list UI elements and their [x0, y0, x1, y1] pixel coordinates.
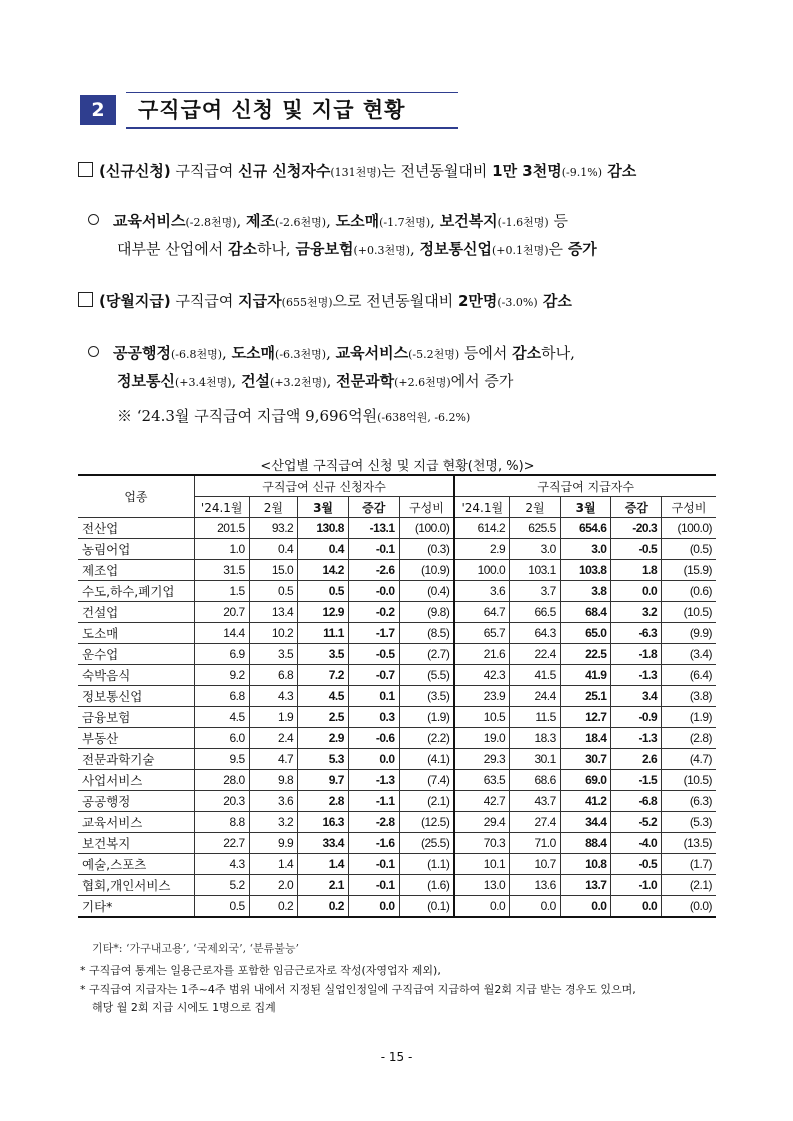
industry-cell: 건설업	[78, 602, 194, 623]
value-cell: 68.6	[510, 770, 561, 791]
value-cell: -6.3	[611, 623, 662, 644]
page-number: - 15 -	[380, 1050, 413, 1064]
square-bullet-icon	[78, 162, 93, 177]
table-row	[78, 665, 716, 686]
value-cell: -0.5	[348, 644, 399, 665]
value-cell: 5.3	[298, 749, 349, 770]
value-cell: -1.3	[348, 770, 399, 791]
value-cell: 0.0	[560, 896, 611, 918]
value-cell: (10.5)	[662, 770, 716, 791]
value-cell: -0.5	[611, 854, 662, 875]
value-cell: 0.0	[611, 581, 662, 602]
value-cell: 103.8	[560, 560, 611, 581]
value-cell: 25.1	[560, 686, 611, 707]
value-cell: 23.9	[454, 686, 509, 707]
table-row	[78, 749, 716, 770]
footnote-1: * 구직급여 통계는 일용근로자를 포함한 임금근로자로 작성(자영업자 제외),	[80, 964, 441, 977]
value-cell: 42.3	[454, 665, 509, 686]
value-cell: (1.1)	[399, 854, 454, 875]
value-cell: 1.4	[249, 854, 298, 875]
table-row	[78, 707, 716, 728]
table-row	[78, 896, 716, 918]
value-cell: 9.8	[249, 770, 298, 791]
value-cell: 654.6	[560, 518, 611, 539]
value-cell: (0.3)	[399, 539, 454, 560]
value-cell: 4.5	[298, 686, 349, 707]
value-cell: 0.0	[454, 896, 509, 918]
value-cell: 6.8	[249, 665, 298, 686]
value-cell: 0.0	[348, 749, 399, 770]
value-cell: 13.6	[510, 875, 561, 896]
table-row	[78, 728, 716, 749]
value-cell: (13.5)	[662, 833, 716, 854]
value-cell: (2.2)	[399, 728, 454, 749]
value-cell: 31.5	[194, 560, 249, 581]
value-cell: 93.2	[249, 518, 298, 539]
footnote-2: * 구직급여 지급자는 1주~4주 범위 내에서 지정된 실업인정일에 구직급여 지급하여 월2회 지급 받는 경우도 있으며,	[80, 983, 636, 996]
value-cell: 3.0	[510, 539, 561, 560]
value-cell: 6.8	[194, 686, 249, 707]
value-cell: 21.6	[454, 644, 509, 665]
subheader-cell: 3월	[298, 497, 349, 518]
table-row	[78, 833, 716, 854]
value-cell: (3.4)	[662, 644, 716, 665]
value-cell: 614.2	[454, 518, 509, 539]
value-cell: -0.0	[348, 581, 399, 602]
table-row	[78, 539, 716, 560]
value-cell: -0.1	[348, 854, 399, 875]
section-heading	[80, 92, 458, 132]
industry-cell: 기타*	[78, 896, 194, 918]
subheader-cell: 구성비	[399, 497, 454, 518]
value-cell: -1.6	[348, 833, 399, 854]
table-row	[78, 602, 716, 623]
value-cell: (5.3)	[662, 812, 716, 833]
value-cell: 10.8	[560, 854, 611, 875]
value-cell: 0.5	[194, 896, 249, 918]
value-cell: 43.7	[510, 791, 561, 812]
value-cell: 6.0	[194, 728, 249, 749]
value-cell: 9.5	[194, 749, 249, 770]
value-cell: 1.8	[611, 560, 662, 581]
value-cell: 29.4	[454, 812, 509, 833]
subheader-cell: 증감	[348, 497, 399, 518]
value-cell: (3.5)	[399, 686, 454, 707]
value-cell: (9.9)	[662, 623, 716, 644]
value-cell: 20.3	[194, 791, 249, 812]
subheader-cell: 2월	[510, 497, 561, 518]
value-cell: 9.2	[194, 665, 249, 686]
value-cell: 8.8	[194, 812, 249, 833]
value-cell: 3.6	[454, 581, 509, 602]
value-cell: -1.3	[611, 728, 662, 749]
value-cell: 3.8	[560, 581, 611, 602]
value-cell: 22.4	[510, 644, 561, 665]
industry-cell: 협회,개인서비스	[78, 875, 194, 896]
value-cell: 3.5	[249, 644, 298, 665]
value-cell: (0.5)	[662, 539, 716, 560]
value-cell: 65.7	[454, 623, 509, 644]
value-cell: 65.0	[560, 623, 611, 644]
value-cell: 4.3	[249, 686, 298, 707]
value-cell: (12.5)	[399, 812, 454, 833]
subheader-cell: 증감	[611, 497, 662, 518]
value-cell: 13.7	[560, 875, 611, 896]
heading-underline	[126, 127, 458, 129]
value-cell: (2.1)	[662, 875, 716, 896]
value-cell: -2.6	[348, 560, 399, 581]
value-cell: (6.4)	[662, 665, 716, 686]
value-cell: 10.2	[249, 623, 298, 644]
value-cell: (0.6)	[662, 581, 716, 602]
value-cell: -0.7	[348, 665, 399, 686]
value-cell: 4.7	[249, 749, 298, 770]
value-cell: 41.2	[560, 791, 611, 812]
value-cell: 0.2	[298, 896, 349, 918]
value-cell: 41.9	[560, 665, 611, 686]
table-row	[78, 854, 716, 875]
value-cell: (9.8)	[399, 602, 454, 623]
value-cell: 3.2	[249, 812, 298, 833]
value-cell: 201.5	[194, 518, 249, 539]
value-cell: (15.9)	[662, 560, 716, 581]
value-cell: 2.6	[611, 749, 662, 770]
value-cell: 22.7	[194, 833, 249, 854]
value-cell: 30.7	[560, 749, 611, 770]
circle-bullet-icon	[88, 346, 99, 357]
value-cell: -1.7	[348, 623, 399, 644]
value-cell: -0.5	[611, 539, 662, 560]
subheader-cell: 구성비	[662, 497, 716, 518]
industry-cell: 교육서비스	[78, 812, 194, 833]
value-cell: 19.0	[454, 728, 509, 749]
value-cell: -6.8	[611, 791, 662, 812]
section-number: 2	[80, 95, 116, 125]
value-cell: 4.3	[194, 854, 249, 875]
value-cell: 69.0	[560, 770, 611, 791]
section-title: 구직급여 신청 및 지급 현황	[138, 98, 406, 122]
value-cell: 16.3	[298, 812, 349, 833]
header-payments: 구직급여 지급자수	[454, 475, 716, 497]
value-cell: (4.1)	[399, 749, 454, 770]
value-cell: 71.0	[510, 833, 561, 854]
value-cell: 2.8	[298, 791, 349, 812]
value-cell: -13.1	[348, 518, 399, 539]
industry-cell: 전문과학기술	[78, 749, 194, 770]
industry-cell: 운수업	[78, 644, 194, 665]
table-row	[78, 518, 716, 539]
subheader-cell: '24.1월	[454, 497, 509, 518]
value-cell: 0.5	[249, 581, 298, 602]
circle-bullet-icon	[88, 214, 99, 225]
industry-cell: 제조업	[78, 560, 194, 581]
heading-top-rule	[126, 92, 458, 93]
value-cell: 66.5	[510, 602, 561, 623]
value-cell: -0.1	[348, 875, 399, 896]
industry-cell: 숙박음식	[78, 665, 194, 686]
table-row	[78, 875, 716, 896]
value-cell: 3.0	[560, 539, 611, 560]
value-cell: 27.4	[510, 812, 561, 833]
value-cell: 0.2	[249, 896, 298, 918]
value-cell: 6.9	[194, 644, 249, 665]
value-cell: -0.6	[348, 728, 399, 749]
value-cell: 0.3	[348, 707, 399, 728]
value-cell: 4.5	[194, 707, 249, 728]
industry-cell: 수도,하수,폐기업	[78, 581, 194, 602]
value-cell: 2.4	[249, 728, 298, 749]
value-cell: 0.0	[510, 896, 561, 918]
value-cell: -4.0	[611, 833, 662, 854]
value-cell: -0.2	[348, 602, 399, 623]
value-cell: 0.0	[348, 896, 399, 918]
value-cell: (100.0)	[662, 518, 716, 539]
paragraph-monthly-payments-detail-line2: 정보통신(+3.4천명), 건설(+3.2천명), 전문과학(+2.6천명)에서 증가	[117, 372, 514, 390]
value-cell: -20.3	[611, 518, 662, 539]
value-cell: 34.4	[560, 812, 611, 833]
value-cell: (1.9)	[662, 707, 716, 728]
value-cell: 68.4	[560, 602, 611, 623]
industry-cell: 정보통신업	[78, 686, 194, 707]
value-cell: (4.7)	[662, 749, 716, 770]
value-cell: 0.4	[298, 539, 349, 560]
value-cell: 11.1	[298, 623, 349, 644]
footnote-3: 해당 월 2회 지급 시에도 1명으로 집계	[92, 1001, 276, 1014]
value-cell: 12.7	[560, 707, 611, 728]
value-cell: -0.9	[611, 707, 662, 728]
value-cell: (1.7)	[662, 854, 716, 875]
table-row	[78, 686, 716, 707]
industry-cell: 예술,스포츠	[78, 854, 194, 875]
value-cell: -1.3	[611, 665, 662, 686]
value-cell: 14.4	[194, 623, 249, 644]
table-caption: <산업별 구직급여 신청 및 지급 현황(천명, %)>	[260, 459, 535, 474]
value-cell: 64.3	[510, 623, 561, 644]
value-cell: 24.4	[510, 686, 561, 707]
value-cell: 18.4	[560, 728, 611, 749]
paragraph-new-applications: (신규신청) 구직급여 신규 신청자수(131천명)는 전년동월대비 1만 3천명(-9.1%) 감소	[78, 160, 636, 184]
value-cell: 11.5	[510, 707, 561, 728]
value-cell: 9.7	[298, 770, 349, 791]
value-cell: 33.4	[298, 833, 349, 854]
table-row	[78, 644, 716, 665]
value-cell: (0.4)	[399, 581, 454, 602]
value-cell: 63.5	[454, 770, 509, 791]
value-cell: 20.7	[194, 602, 249, 623]
value-cell: (2.1)	[399, 791, 454, 812]
value-cell: 1.9	[249, 707, 298, 728]
value-cell: 18.3	[510, 728, 561, 749]
subheader-cell: 2월	[249, 497, 298, 518]
value-cell: 10.1	[454, 854, 509, 875]
value-cell: 30.1	[510, 749, 561, 770]
value-cell: (6.3)	[662, 791, 716, 812]
square-bullet-icon	[78, 292, 93, 307]
value-cell: 103.1	[510, 560, 561, 581]
header-industry: 업종	[78, 475, 194, 518]
subheader-cell: 3월	[560, 497, 611, 518]
table-row	[78, 560, 716, 581]
value-cell: -1.5	[611, 770, 662, 791]
value-cell: 28.0	[194, 770, 249, 791]
value-cell: -0.1	[348, 539, 399, 560]
value-cell: 0.4	[249, 539, 298, 560]
value-cell: 70.3	[454, 833, 509, 854]
value-cell: 625.5	[510, 518, 561, 539]
value-cell: 2.0	[249, 875, 298, 896]
value-cell: 7.2	[298, 665, 349, 686]
value-cell: 0.5	[298, 581, 349, 602]
value-cell: 2.9	[298, 728, 349, 749]
industry-cell: 금융보험	[78, 707, 194, 728]
value-cell: 3.7	[510, 581, 561, 602]
industry-cell: 도소매	[78, 623, 194, 644]
value-cell: 14.2	[298, 560, 349, 581]
value-cell: 22.5	[560, 644, 611, 665]
industry-cell: 농림어업	[78, 539, 194, 560]
value-cell: 13.4	[249, 602, 298, 623]
subheader-cell: '24.1월	[194, 497, 249, 518]
paragraph-monthly-payments-detail-line1: 공공행정(-6.8천명), 도소매(-6.3천명), 교육서비스(-5.2천명) 등에서 감소하나,	[88, 342, 575, 366]
value-cell: (100.0)	[399, 518, 454, 539]
value-cell: (3.8)	[662, 686, 716, 707]
value-cell: (10.5)	[662, 602, 716, 623]
value-cell: (0.1)	[399, 896, 454, 918]
industry-cell: 전산업	[78, 518, 194, 539]
paragraph-monthly-payments: (당월지급) 구직급여 지급자(655천명)으로 전년동월대비 2만명(-3.0%) 감소	[78, 290, 572, 314]
value-cell: -1.8	[611, 644, 662, 665]
paragraph-new-applications-detail-line1: 교육서비스(-2.8천명), 제조(-2.6천명), 도소매(-1.7천명), 보건복지(-1.6천명) 등	[88, 210, 568, 234]
table-row	[78, 581, 716, 602]
value-cell: 13.0	[454, 875, 509, 896]
industry-cell: 부동산	[78, 728, 194, 749]
value-cell: (0.0)	[662, 896, 716, 918]
industry-table	[78, 474, 716, 918]
table-row	[78, 812, 716, 833]
value-cell: 2.5	[298, 707, 349, 728]
value-cell: 10.5	[454, 707, 509, 728]
value-cell: 88.4	[560, 833, 611, 854]
value-cell: -1.1	[348, 791, 399, 812]
industry-cell: 사업서비스	[78, 770, 194, 791]
value-cell: (25.5)	[399, 833, 454, 854]
value-cell: 10.7	[510, 854, 561, 875]
industry-cell: 공공행정	[78, 791, 194, 812]
table-row	[78, 791, 716, 812]
payment-amount-note: ※ ‘24.3월 구직급여 지급액 9,696억원(-638억원, -6.2%)	[117, 407, 471, 425]
value-cell: 41.5	[510, 665, 561, 686]
value-cell: -1.0	[611, 875, 662, 896]
value-cell: 64.7	[454, 602, 509, 623]
value-cell: 3.4	[611, 686, 662, 707]
value-cell: -5.2	[611, 812, 662, 833]
value-cell: (2.8)	[662, 728, 716, 749]
value-cell: (7.4)	[399, 770, 454, 791]
value-cell: 3.5	[298, 644, 349, 665]
value-cell: (2.7)	[399, 644, 454, 665]
value-cell: 42.7	[454, 791, 509, 812]
table-row	[78, 770, 716, 791]
value-cell: 100.0	[454, 560, 509, 581]
value-cell: 3.2	[611, 602, 662, 623]
value-cell: (10.9)	[399, 560, 454, 581]
value-cell: -2.8	[348, 812, 399, 833]
value-cell: 3.6	[249, 791, 298, 812]
value-cell: 1.4	[298, 854, 349, 875]
table-row	[78, 623, 716, 644]
value-cell: 5.2	[194, 875, 249, 896]
value-cell: (5.5)	[399, 665, 454, 686]
value-cell: 130.8	[298, 518, 349, 539]
value-cell: 1.0	[194, 539, 249, 560]
value-cell: 9.9	[249, 833, 298, 854]
value-cell: 2.9	[454, 539, 509, 560]
paragraph-new-applications-detail-line2: 대부분 산업에서 감소하나, 금융보험(+0.3천명), 정보통신업(+0.1천명)은 증가	[117, 240, 597, 258]
value-cell: (1.9)	[399, 707, 454, 728]
value-cell: 0.0	[611, 896, 662, 918]
value-cell: 29.3	[454, 749, 509, 770]
value-cell: (8.5)	[399, 623, 454, 644]
value-cell: 2.1	[298, 875, 349, 896]
value-cell: 15.0	[249, 560, 298, 581]
header-new-applications: 구직급여 신규 신청자수	[194, 475, 454, 497]
value-cell: 12.9	[298, 602, 349, 623]
value-cell: 0.1	[348, 686, 399, 707]
value-cell: 1.5	[194, 581, 249, 602]
footnote-etc: 기타*: ‘가구내고용’, ‘국제외국’, ‘분류불능’	[92, 942, 300, 955]
value-cell: (1.6)	[399, 875, 454, 896]
industry-cell: 보건복지	[78, 833, 194, 854]
